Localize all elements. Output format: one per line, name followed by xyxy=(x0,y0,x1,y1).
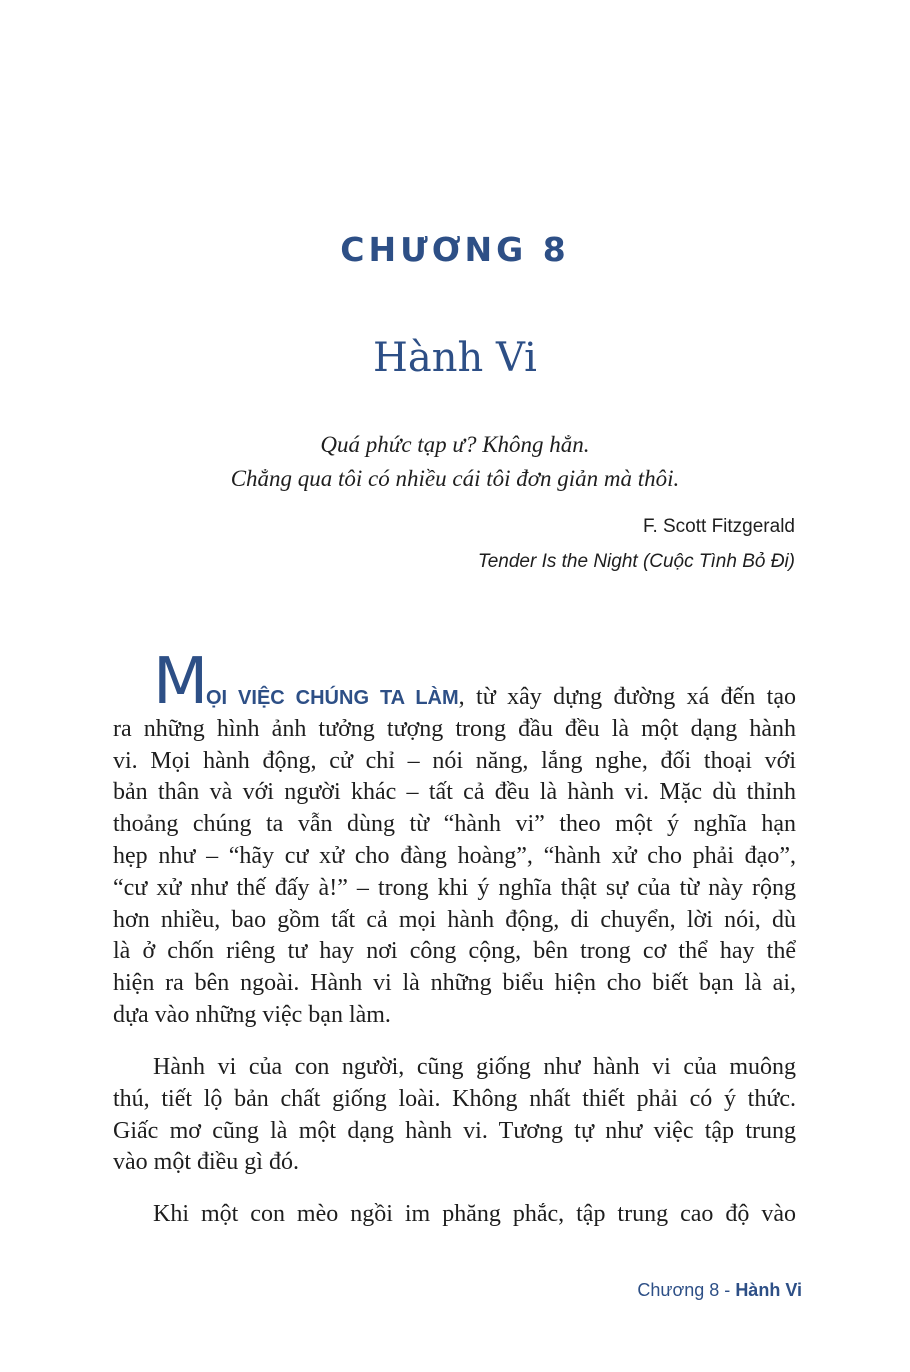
paragraph-line: thoảng chúng ta vẫn dùng từ “hành vi” theo một ý nghĩa hạn xyxy=(113,811,796,838)
paragraph-line: là ở chốn riêng tư hay nơi công cộng, bên trong cơ thể hay thể xyxy=(113,938,796,965)
paragraph-3 xyxy=(113,1199,796,1231)
footer-chapter: Chương 8 - xyxy=(637,1280,736,1300)
paragraph-1 xyxy=(113,682,796,1032)
paragraph-line: vào một điều gì đó. xyxy=(113,1149,299,1176)
paragraph-line: thú, tiết lộ bản chất giống loài. Không nhất thiết phải có ý thức. xyxy=(113,1085,796,1112)
paragraph-line: dựa vào những việc bạn làm. xyxy=(113,1001,391,1028)
paragraph-line: ỌI VIỆC CHÚNG TA LÀM, từ xây dựng đường xá đến tạo xyxy=(206,684,796,710)
paragraph-line: vi. Mọi hành động, cử chỉ – nói năng, lắng nghe, đối thoại với xyxy=(113,747,796,774)
drop-cap: M xyxy=(153,645,209,719)
lead-in-text: ỌI VIỆC CHÚNG TA LÀM xyxy=(206,687,459,709)
epigraph-author: F. Scott Fitzgerald xyxy=(642,516,795,537)
footer-title: Hành Vi xyxy=(735,1280,802,1300)
paragraph-line: hiện ra bên ngoài. Hành vi là những biểu hiện cho biết bạn là ai, xyxy=(113,970,796,997)
epigraph-source-work: Tender Is the Night (Cuộc Tình Bỏ Đi) xyxy=(477,551,795,572)
paragraph-line: hơn nhiều, bao gồm tất cả mọi hành động, di chuyển, lời nói, dù xyxy=(113,906,796,933)
running-footer xyxy=(637,1280,802,1301)
paragraph-line: bản thân và với người khác – tất cả đều là hành vi. Mặc dù thỉnh xyxy=(113,779,796,806)
paragraph-line: ra những hình ảnh tưởng tượng trong đầu đều là một dạng hành xyxy=(113,715,796,742)
chapter-number: CHƯƠNG 8 xyxy=(340,230,570,269)
epigraph-quote xyxy=(0,428,910,496)
paragraph-line: Giấc mơ cũng là một dạng hành vi. Tương tự như việc tập trung xyxy=(113,1117,796,1144)
paragraph-line: hẹp như – “hãy cư xử cho đàng hoàng”, “hành xử cho phải đạo”, xyxy=(113,842,796,869)
chapter-title: Hành Vi xyxy=(373,335,537,381)
paragraph-line: Hành vi của con người, cũng giống như hành vi của muông xyxy=(153,1054,796,1080)
paragraph-line: “cư xử như thế đấy à!” – trong khi ý nghĩa thật sự của từ này rộng xyxy=(113,874,796,901)
epigraph-line: Chẳng qua tôi có nhiều cái tôi đơn giản mà thôi. xyxy=(230,466,680,491)
epigraph-line: Quá phức tạp ư? Không hẳn. xyxy=(320,432,590,457)
paragraph-2 xyxy=(113,1052,796,1179)
paragraph-line: Khi một con mèo ngồi im phăng phắc, tập trung cao độ vào xyxy=(153,1201,796,1227)
